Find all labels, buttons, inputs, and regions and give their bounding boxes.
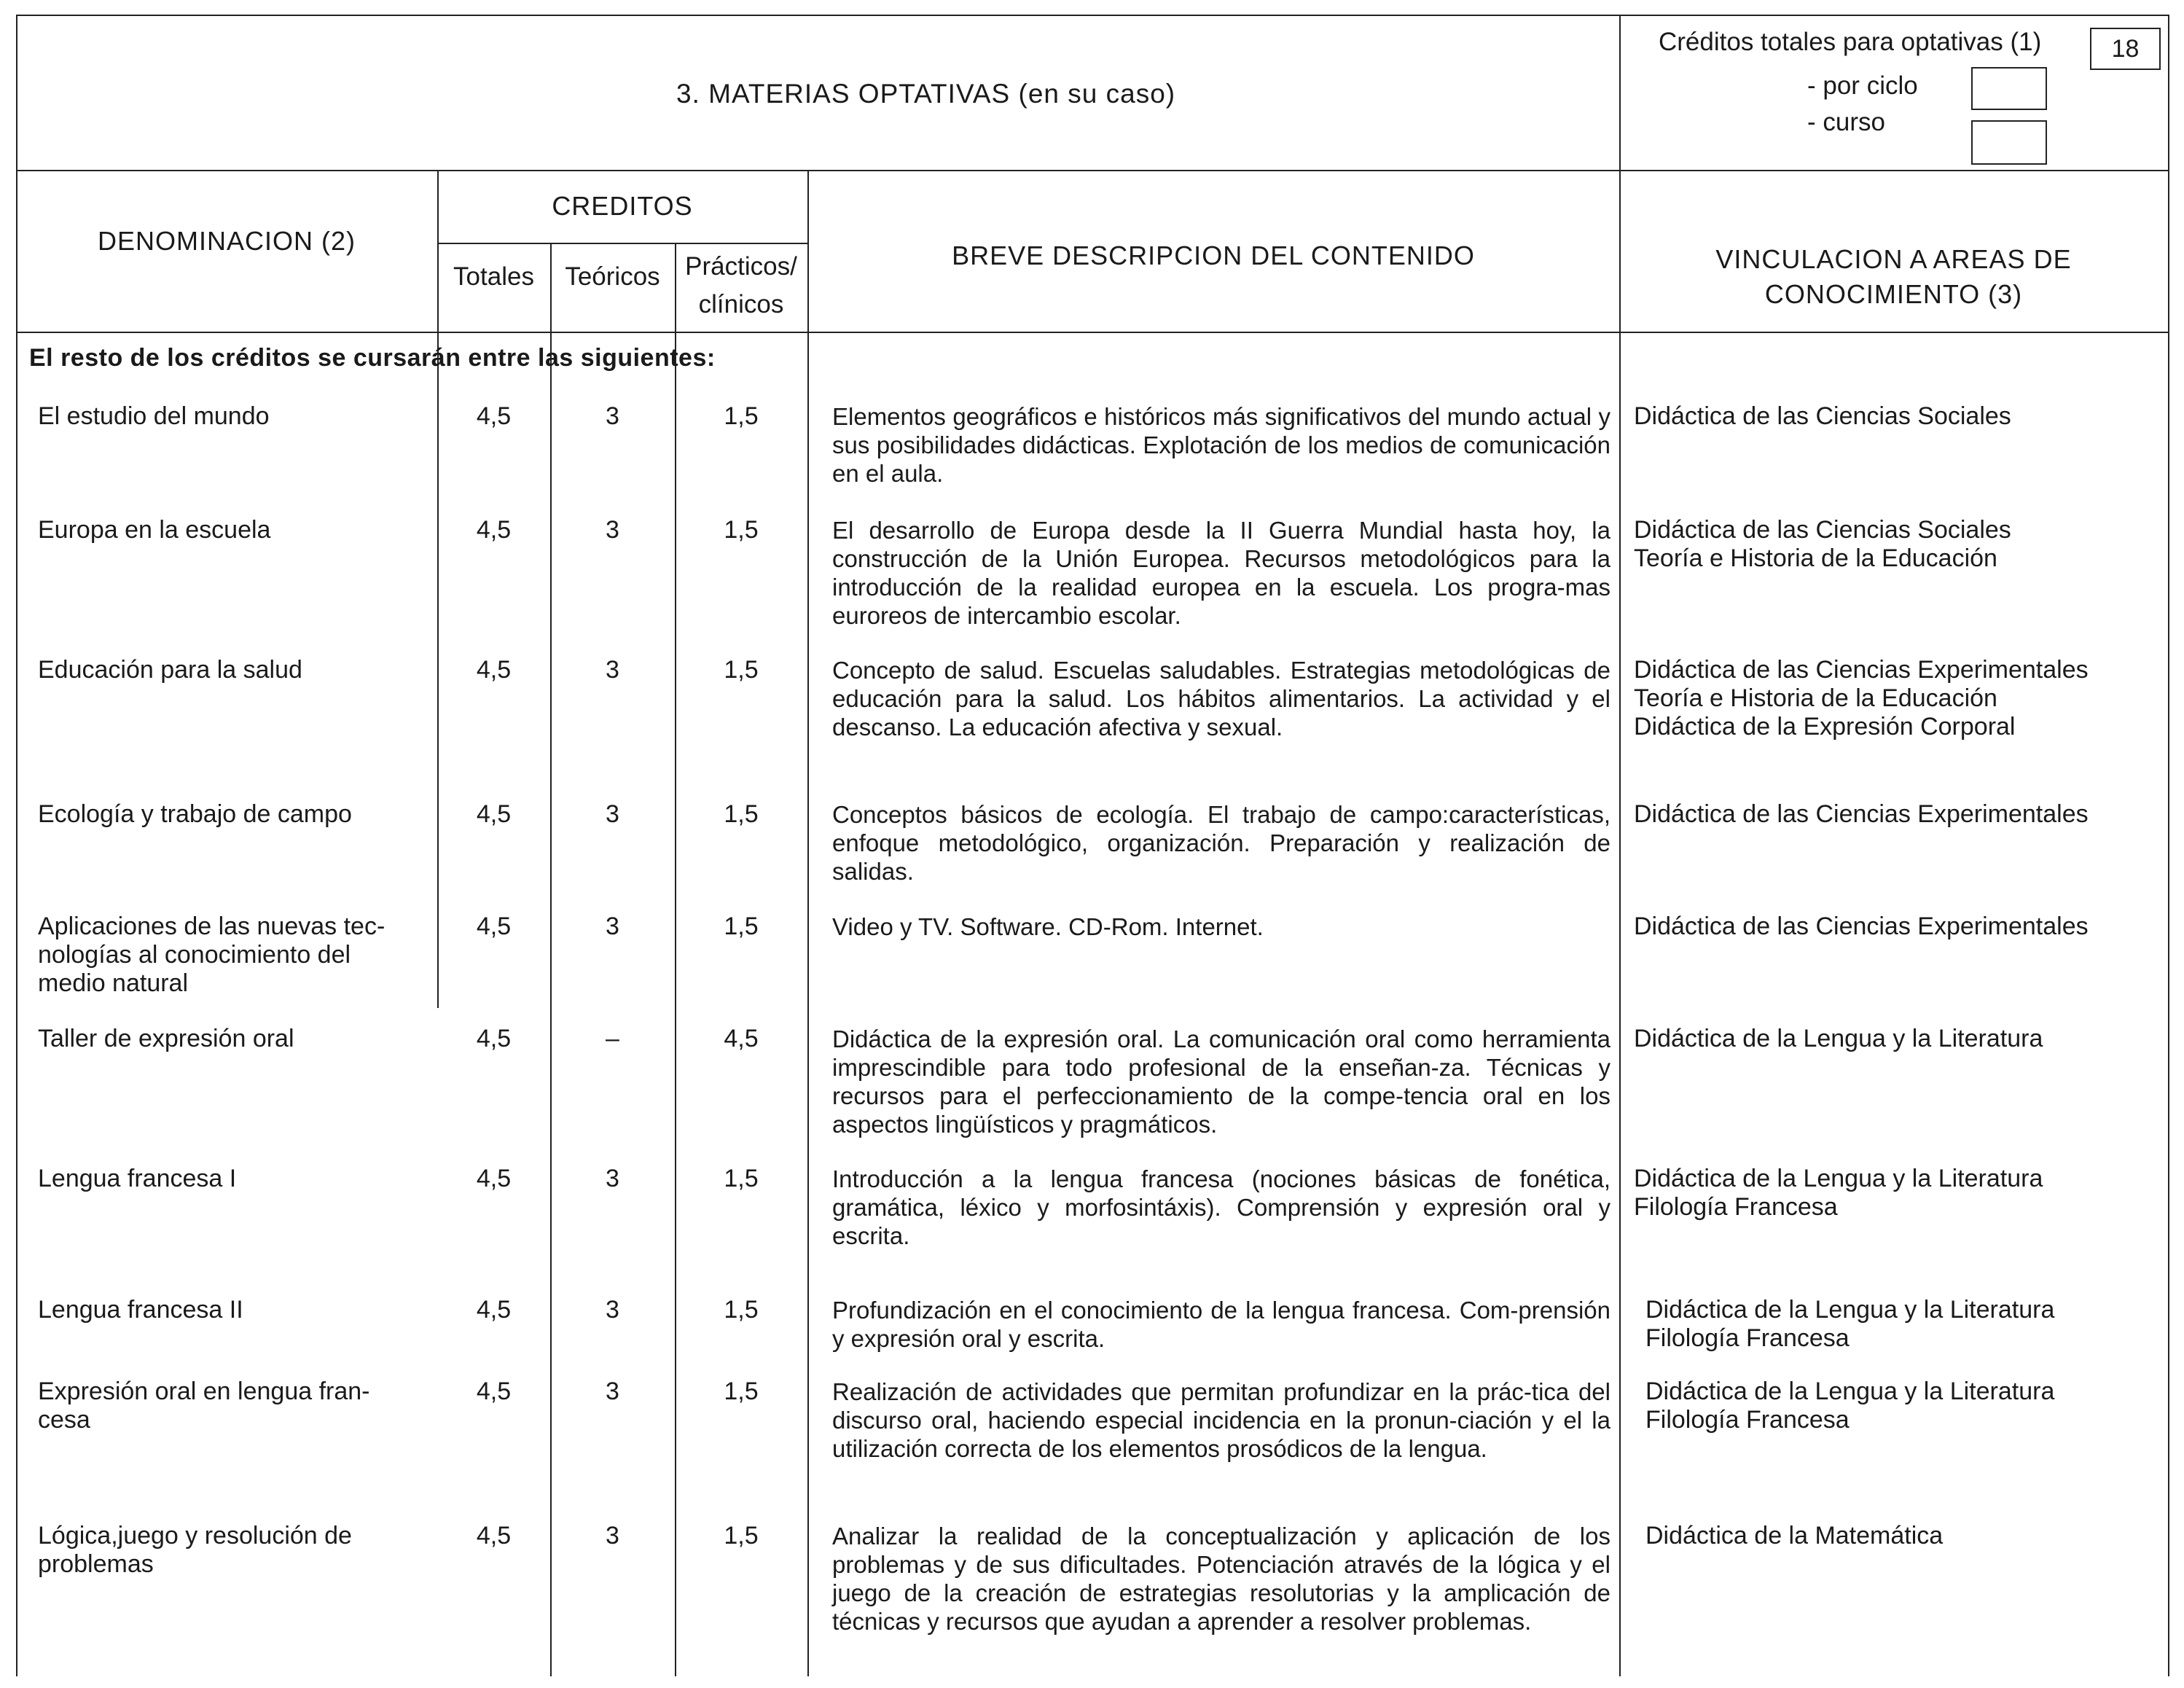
title-credits-divider xyxy=(1619,15,1621,171)
per-cycle-box xyxy=(1971,67,2047,110)
row-totales: 4,5 xyxy=(476,656,512,684)
row-totales: 4,5 xyxy=(476,1165,512,1192)
row-name: Aplicaciones de las nuevas tec- xyxy=(38,913,385,940)
row-practicos: 1,5 xyxy=(724,1522,759,1550)
row-name: Ecología y trabajo de campo xyxy=(38,800,352,828)
row-name: El estudio del mundo xyxy=(38,402,270,430)
row-teoricos: 3 xyxy=(606,913,619,940)
header-creditos: CREDITOS xyxy=(552,191,693,221)
row-name: medio natural xyxy=(38,969,189,997)
credits-total-box xyxy=(2090,28,2161,70)
row-teoricos: – xyxy=(606,1025,619,1052)
row-area: Filología Francesa xyxy=(1645,1406,1850,1434)
row-name: Lógica,juego y resolución de xyxy=(38,1522,352,1550)
header-vinculacion-2: CONOCIMIENTO (3) xyxy=(1764,279,2023,309)
row-name: Lengua francesa I xyxy=(38,1165,237,1192)
col-line-practicos xyxy=(807,170,809,1676)
header-practicos-2: clínicos xyxy=(698,290,784,319)
col-line-totales xyxy=(550,243,552,1676)
row-area: Didáctica de las Ciencias Sociales xyxy=(1634,402,2011,430)
credits-total-label: Créditos totales para optativas (1) xyxy=(1659,28,2042,56)
row-description: Conceptos básicos de ecología. El trabajo de campo:características, enfoque metodológico, organización. Preparación y realización de salidas. xyxy=(832,801,1610,885)
row-area: Didáctica de las Ciencias Sociales xyxy=(1634,516,2011,544)
row-totales: 4,5 xyxy=(476,1522,512,1550)
row-practicos: 1,5 xyxy=(724,402,759,430)
row-practicos: 1,5 xyxy=(724,1378,759,1405)
row-description: Analizar la realidad de la conceptualización y aplicación de los problemas y de sus dificultades. Potenciación através de la lógica y el juego de la creación de estrategias resolutorias y la amplicación de técnicas y recursos que ayudan a aprender a resolver problemas. xyxy=(832,1523,1610,1635)
row-totales: 4,5 xyxy=(476,1025,512,1052)
row-name: Taller de expresión oral xyxy=(38,1025,294,1052)
row-area: Filología Francesa xyxy=(1634,1193,1838,1221)
header-descripcion: BREVE DESCRIPCION DEL CONTENIDO xyxy=(952,241,1475,270)
row-description: Concepto de salud. Escuelas saludables. Estrategias metodológicas de educación para la salud. Los hábitos alimentarios. La actividad y el descanso. La educación afectiva y sexual. xyxy=(832,657,1610,741)
row-totales: 4,5 xyxy=(476,913,512,940)
right-border xyxy=(2168,15,2169,1676)
row-practicos: 1,5 xyxy=(724,1296,759,1324)
section-title: 3. MATERIAS OPTATIVAS (en su caso) xyxy=(676,79,1176,109)
row-practicos: 1,5 xyxy=(724,913,759,940)
row-practicos: 1,5 xyxy=(724,800,759,828)
row-name: Europa en la escuela xyxy=(38,516,271,544)
header-totales: Totales xyxy=(453,262,534,291)
row-name: cesa xyxy=(38,1406,90,1434)
row-name: Educación para la salud xyxy=(38,656,302,684)
row-practicos: 1,5 xyxy=(724,516,759,544)
row-area: Didáctica de la Lengua y la Literatura xyxy=(1645,1296,2055,1324)
row-description: Realización de actividades que permitan profundizar en la prác-tica del discurso oral, haciendo especial incidencia en la pronun-ciación y el la utilización correcta de los elementos prosódicos de la lengua. xyxy=(832,1378,1610,1462)
credits-total-value: 18 xyxy=(2111,35,2140,63)
col-line-denominacion xyxy=(437,170,439,1008)
row-name: problemas xyxy=(38,1550,154,1578)
row-area: Teoría e Historia de la Educación xyxy=(1634,544,1997,572)
row-practicos: 1,5 xyxy=(724,1165,759,1192)
per-cycle-label: - por ciclo xyxy=(1807,71,1918,100)
row-area: Didáctica de la Lengua y la Literatura xyxy=(1645,1378,2055,1405)
row-description: Profundización en el conocimiento de la lengua francesa. Com-prensión y expresión oral y escrita. xyxy=(832,1297,1610,1352)
per-course-label: - curso xyxy=(1807,108,1885,136)
row-description: Video y TV. Software. CD-Rom. Internet. xyxy=(832,913,1264,940)
header-teoricos: Teóricos xyxy=(565,262,660,291)
row-name: nologías al conocimiento del xyxy=(38,941,351,969)
row-area: Didáctica de la Matemática xyxy=(1645,1522,1944,1550)
row-area: Filología Francesa xyxy=(1645,1324,1850,1352)
row-description: Elementos geográficos e históricos más significativos del mundo actual y sus posibilidades didácticas. Explotación de los medios de comunicación en el aula. xyxy=(832,403,1610,487)
row-name: Lengua francesa II xyxy=(38,1296,243,1324)
col-line-teoricos xyxy=(675,243,676,1676)
row-area: Didáctica de la Expresión Corporal xyxy=(1634,713,2016,741)
row-totales: 4,5 xyxy=(476,800,512,828)
header-denominacion: DENOMINACION (2) xyxy=(97,226,356,256)
left-border xyxy=(16,15,17,1676)
row-practicos: 1,5 xyxy=(724,656,759,684)
per-course-box xyxy=(1971,120,2047,165)
row-teoricos: 3 xyxy=(606,1378,619,1405)
intro-text: El resto de los créditos se cursarán entre las siguientes: xyxy=(29,344,716,372)
row-area: Didáctica de las Ciencias Experimentales xyxy=(1634,656,2089,684)
row-area: Didáctica de la Lengua y la Literatura xyxy=(1634,1025,2043,1052)
row-totales: 4,5 xyxy=(476,516,512,544)
row-description: El desarrollo de Europa desde la II Guerra Mundial hasta hoy, la construcción de la Unión Europea. Recursos metodológicos para la introducción de la realidad europea en la escuela. Los progra-mas euroreos de intercambio escolar. xyxy=(832,517,1610,629)
col-line-descripcion xyxy=(1619,170,1621,1676)
row-teoricos: 3 xyxy=(606,656,619,684)
row-description: Introducción a la lengua francesa (nociones básicas de fonética, gramática, léxico y morfosintáxis). Comprensión y expresión oral y escrita. xyxy=(832,1165,1610,1249)
row-teoricos: 3 xyxy=(606,402,619,430)
row-teoricos: 3 xyxy=(606,516,619,544)
creditos-divider xyxy=(437,243,809,244)
row-description: Didáctica de la expresión oral. La comunicación oral como herramienta imprescindible para todo profesional de la enseñan-za. Técnicas y recursos para el perfeccionamiento de la compe-tencia oral en los aspectos lingüísticos y pragmáticos. xyxy=(832,1025,1610,1138)
header-bottom-border xyxy=(16,170,2169,171)
row-teoricos: 3 xyxy=(606,1296,619,1324)
row-area: Teoría e Historia de la Educación xyxy=(1634,684,1997,712)
header-vinculacion-1: VINCULACION A AREAS DE xyxy=(1715,244,2072,274)
row-totales: 4,5 xyxy=(476,1378,512,1405)
row-area: Didáctica de las Ciencias Experimentales xyxy=(1634,800,2089,828)
row-totales: 4,5 xyxy=(476,1296,512,1324)
header-practicos-1: Prácticos/ xyxy=(685,252,797,281)
row-teoricos: 3 xyxy=(606,1522,619,1550)
row-area: Didáctica de las Ciencias Experimentales xyxy=(1634,913,2089,940)
row-teoricos: 3 xyxy=(606,1165,619,1192)
row-name: Expresión oral en lengua fran- xyxy=(38,1378,370,1405)
subheader-bottom-border xyxy=(16,332,2169,333)
row-totales: 4,5 xyxy=(476,402,512,430)
row-teoricos: 3 xyxy=(606,800,619,828)
row-area: Didáctica de la Lengua y la Literatura xyxy=(1634,1165,2043,1192)
row-practicos: 4,5 xyxy=(724,1025,759,1052)
top-border xyxy=(16,15,2169,16)
